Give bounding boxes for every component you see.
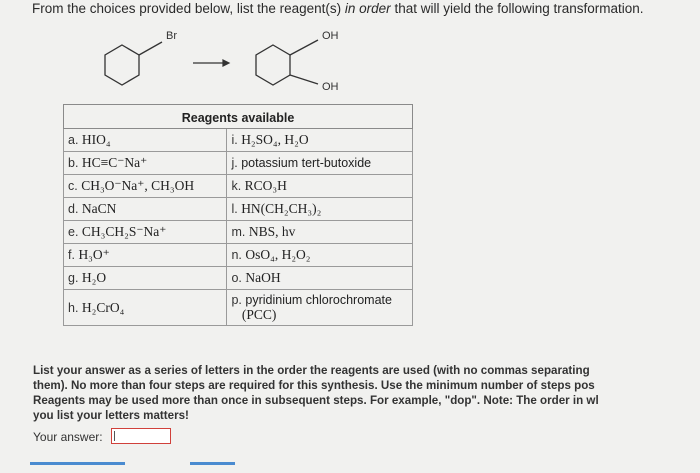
answer-label: Your answer: bbox=[33, 430, 103, 444]
answer-input[interactable] bbox=[111, 428, 171, 444]
bromine-label: Br bbox=[166, 30, 177, 42]
reagents-table-title: Reagents available bbox=[64, 105, 413, 129]
table-row: a. HIO₄ i. H₂SO₄, H₂O bbox=[64, 129, 413, 152]
reaction-arrow bbox=[193, 60, 229, 66]
table-row: h. H₂CrO₄ p. pyridinium chlorochromate (PCC) bbox=[64, 290, 413, 326]
reaction-scheme bbox=[90, 22, 370, 102]
table-row: e. CH₃CH₂S⁻Na⁺ m. NBS, hv bbox=[64, 221, 413, 244]
table-row: f. H₃O⁺ n. OsO₄, H₂O₂ bbox=[64, 244, 413, 267]
starting-material-structure bbox=[105, 42, 162, 85]
product-oh-bottom-label: OH bbox=[322, 81, 339, 93]
instructions-text: List your answer as a series of letters in the order the reagents are used (with no commas separating them). No more than four steps are required for this synthesis. Use the minimum number of steps pos Reagents may be used more than once in subsequent steps. For example, "dop". Note: The order in wl you list your letters matters! bbox=[33, 364, 599, 422]
table-row: g. H₂O o. NaOH bbox=[64, 267, 413, 290]
table-row: c. CH₃O⁻Na⁺, CH₃OH k. RCO₃H bbox=[64, 175, 413, 198]
question-text: From the choices provided below, list the reagent(s) in order that will yield the following transformation. bbox=[32, 1, 644, 16]
reagents-table bbox=[63, 104, 413, 326]
table-row: b. HC≡C⁻Na⁺ j. potassium tert-butoxide bbox=[64, 152, 413, 175]
product-structure bbox=[256, 40, 318, 85]
product-oh-top-label: OH bbox=[322, 30, 339, 42]
progress-bar-left bbox=[30, 462, 125, 465]
table-row: d. NaCN l. HN(CH₂CH₃)₂ bbox=[64, 198, 413, 221]
progress-bar-right bbox=[190, 462, 235, 465]
text-caret bbox=[114, 431, 115, 441]
